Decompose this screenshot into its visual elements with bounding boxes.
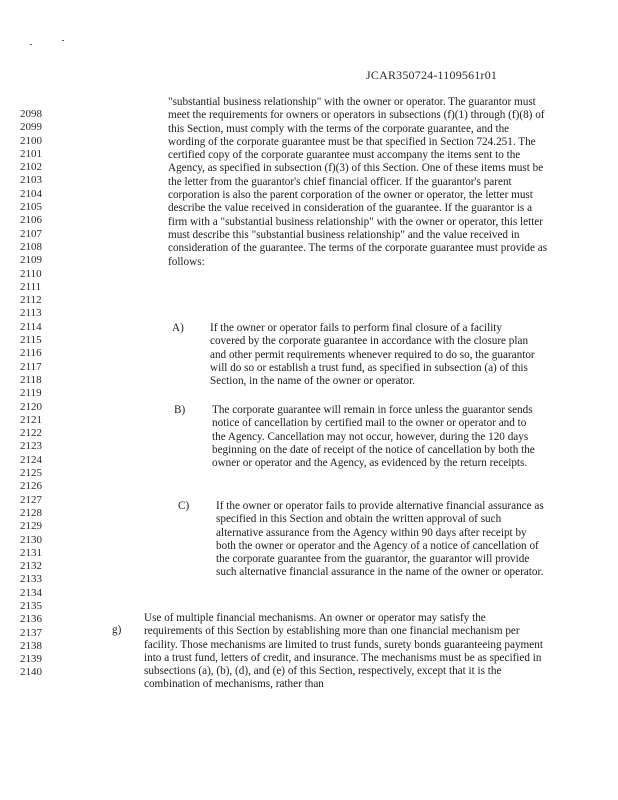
line-number: 2099 — [20, 121, 42, 134]
line-number: 2136 — [20, 613, 42, 626]
line-number: 2135 — [20, 599, 42, 612]
line-number: 2122 — [20, 427, 42, 440]
line-number: 2109 — [20, 254, 42, 267]
line-number: 2126 — [20, 480, 42, 493]
line-number: 2101 — [20, 147, 42, 160]
line-number: 2134 — [20, 586, 42, 599]
line-number: 2106 — [20, 214, 42, 227]
intro-paragraph: "substantial business relationship" with the owner or operator. The guarantor must meet the requirements for owners or operators in subsections (f)(1) through (f)(8) of this Section, must comply with the terms of the corporate guarantee, and the wording of the corporate guarantee must be that specified in Section 724.251. The certified copy of the corporate guarantee must accompany the items sent to the Agency, as specified in subsection (f)(3) of this Section. One of these items must be the letter from the guarantor's chief financial officer. If the guarantor's parent corporation is also the parent corporation of the owner or operator, the letter must describe the value received in consideration of the guarantee. If the guarantor is a firm with a "substantial business relationship" with the owner or operator, this letter must describe this "substantial business relationship" and the value received in consideration of the guarantee. The terms of the corporate guarantee must provide as follows: — [168, 96, 548, 268]
line-number: 2132 — [20, 560, 42, 573]
line-number: 2112 — [20, 294, 42, 307]
line-number: 2117 — [20, 360, 42, 373]
line-number: 2105 — [20, 201, 42, 214]
line-number: 2121 — [20, 413, 42, 426]
line-number: 2102 — [20, 161, 42, 174]
list-item-text: If the owner or operator fails to perform final closure of a facility covered by the corporate guarantee in accordance with the closure plan and other permit requirements whenever required to do so, the guarantor will do so or establish a trust fund, as specified in subsection (a) of this Section, in the name of the owner or operator. — [210, 322, 535, 388]
line-number: 2139 — [20, 653, 42, 666]
subsection-marker: g) — [112, 624, 122, 636]
line-number: 2113 — [20, 307, 42, 320]
line-number-column — [20, 108, 70, 680]
line-number: 2110 — [20, 267, 42, 280]
list-item-marker: A) — [172, 322, 184, 334]
line-number: 2127 — [20, 493, 42, 506]
line-number: 2119 — [20, 387, 42, 400]
line-number: 2140 — [20, 666, 42, 679]
list-item — [172, 322, 540, 388]
document-id: JCAR350724-1109561r01 — [366, 68, 498, 82]
line-number: 2098 — [20, 108, 42, 120]
list-item-text: If the owner or operator fails to provide alternative financial assurance as specified in this Section and obtain the written approval of such alternative assurance from the Agency within 90 days after receipt by both the owner or operator and the Agency of a notice of cancellation of the corporate guarantee from the guarantor, the guarantor will provide such alternative financial assurance in the name of the owner or operator. — [216, 500, 544, 579]
subsection-g — [112, 612, 544, 692]
line-number: 2138 — [20, 639, 42, 652]
line-number: 2120 — [20, 400, 42, 413]
line-number: 2116 — [20, 347, 42, 360]
line-number: 2107 — [20, 227, 42, 240]
line-number: 2137 — [20, 626, 42, 639]
line-number: 2108 — [20, 240, 42, 253]
line-number: 2111 — [20, 280, 42, 293]
list-item-marker: C) — [178, 500, 190, 512]
list-item — [178, 500, 546, 580]
line-number: 2118 — [20, 373, 42, 386]
list-item — [174, 404, 542, 470]
line-number: 2115 — [20, 334, 42, 347]
line-number: 2128 — [20, 506, 42, 519]
list-item-text: The corporate guarantee will remain in force unless the guarantor sends notice of cancellation by certified mail to the owner or operator and to the Agency. Cancellation may not occur, however, during the 120 days beginning on the date of receipt of the notice of cancellation by both the owner or operator and the Agency, as evidenced by the return receipts. — [212, 404, 535, 470]
line-number: 2125 — [20, 467, 42, 480]
scan-speck — [30, 44, 32, 45]
line-number: 2123 — [20, 440, 42, 453]
line-number: 2114 — [20, 320, 42, 333]
line-number: 2100 — [20, 134, 42, 147]
line-number: 2131 — [20, 546, 42, 559]
line-number: 2103 — [20, 174, 42, 187]
scan-speck — [62, 40, 64, 41]
line-number: 2124 — [20, 453, 42, 466]
line-number: 2129 — [20, 520, 42, 533]
line-number: 2133 — [20, 573, 42, 586]
line-number: 2130 — [20, 533, 42, 546]
list-item-marker: B) — [174, 404, 186, 416]
line-number: 2104 — [20, 187, 42, 200]
subsection-text: Use of multiple financial mechanisms. An owner or operator may satisfy the requirements of this Section by establishing more than one financial mechanism per facility. Those mechanisms are limited to trust funds, surety bonds guaranteeing payment into a trust fund, letters of credit, and insurance. The mechanisms must be as specified in subsections (a), (b), (d), and (e) of this Section, respectively, except that it is the combination of mechanisms, rather than — [144, 612, 543, 691]
